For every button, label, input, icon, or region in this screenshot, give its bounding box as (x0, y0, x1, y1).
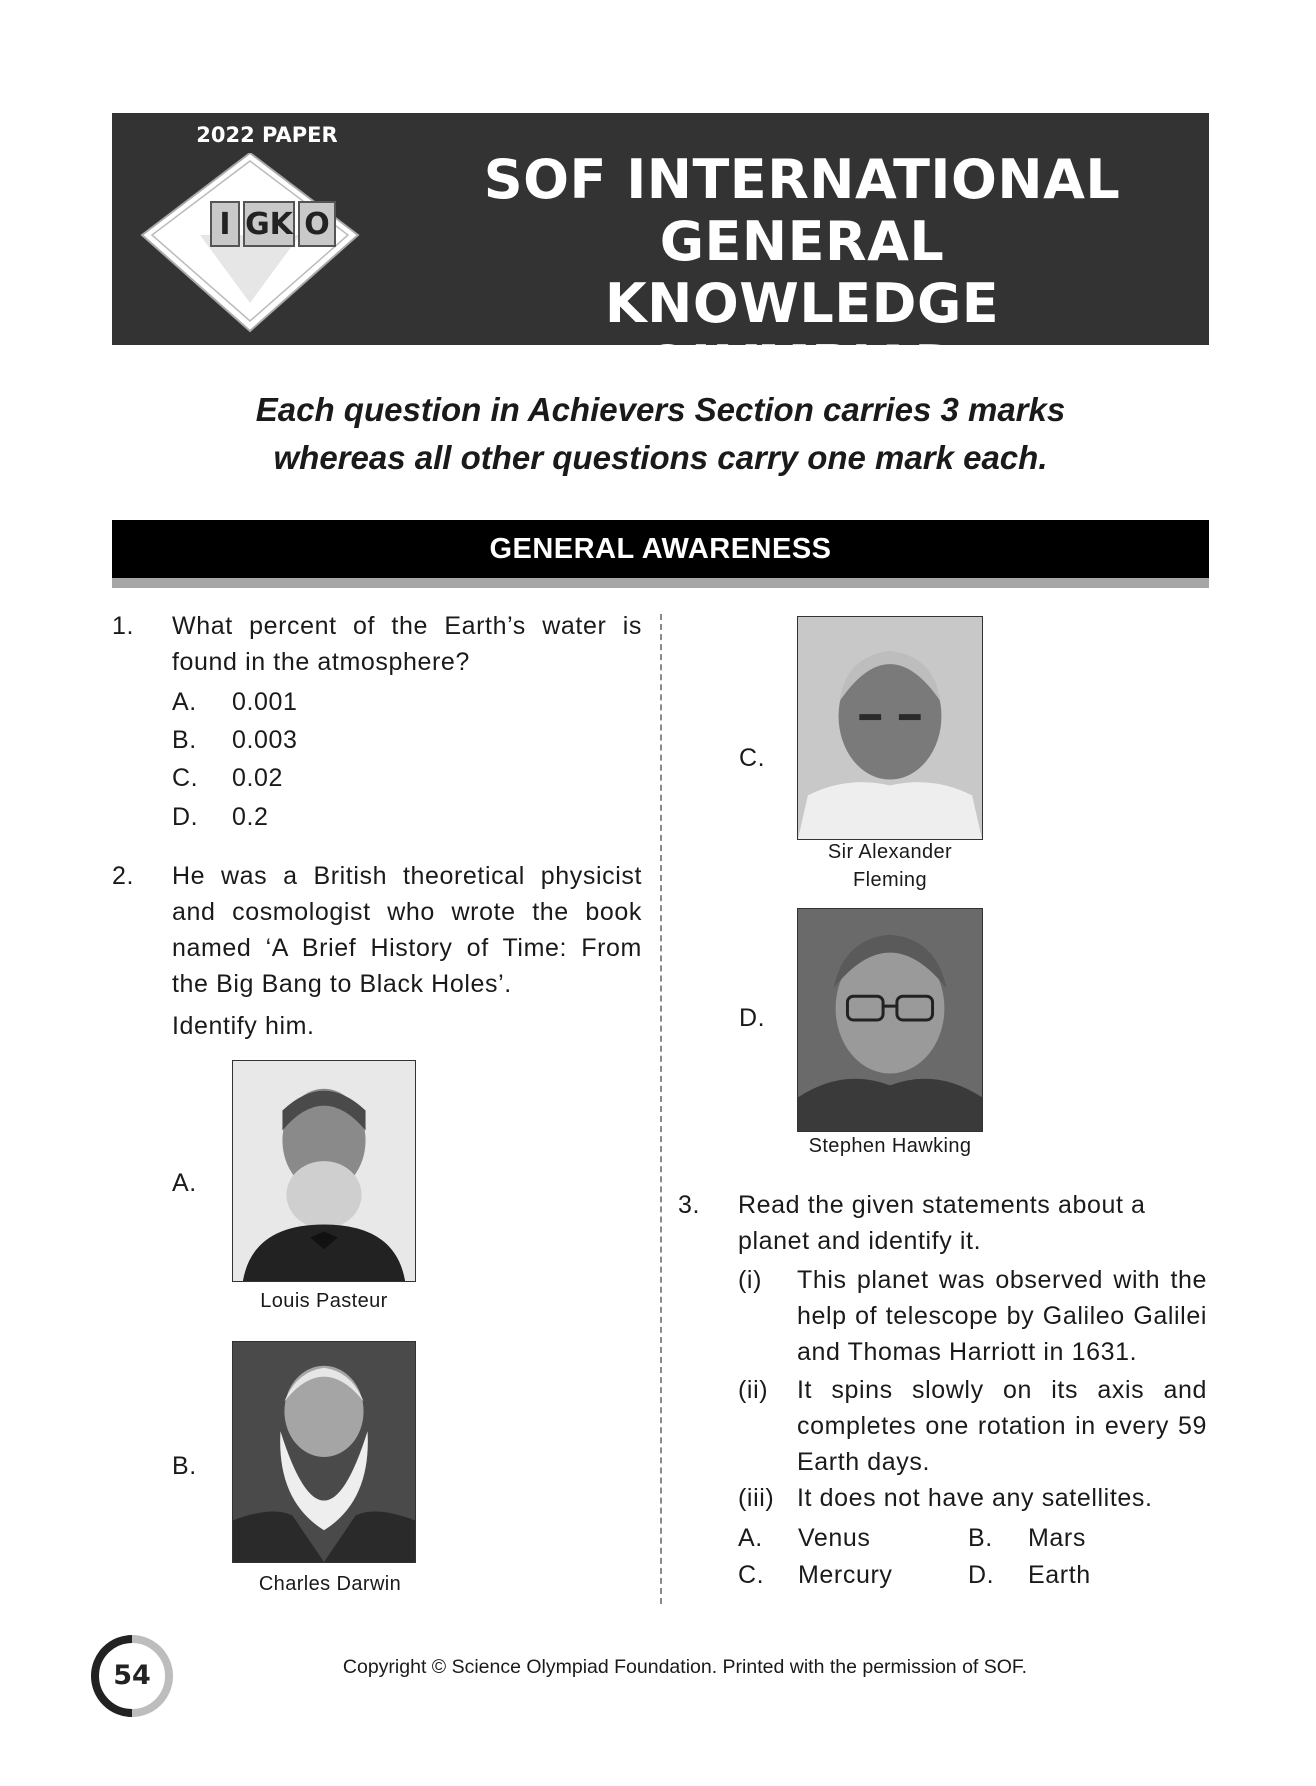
igko-logo (140, 153, 360, 333)
q3-statement-2-text: It spins slowly on its axis and completes one rotation in every 59 Earth days. (797, 1376, 1207, 1476)
marking-instruction (112, 386, 1209, 482)
q2-option-c-label: C. (739, 744, 766, 772)
option-label: A. (172, 688, 197, 716)
option-text: Earth (1028, 1561, 1091, 1589)
q2-number: 2. (112, 862, 135, 890)
instruction-line-2: whereas all other questions carry one mark each. (273, 439, 1048, 476)
logo-tiles (210, 201, 336, 247)
q2-option-d-caption: Stephen Hawking (808, 1135, 972, 1157)
q2-option-b-caption: Charles Darwin (258, 1573, 402, 1595)
q3-statement-1-text: This planet was observed with the help of telescope by Galileo Galilei and Thomas Harriott in 1631. (797, 1266, 1207, 1366)
logo-tile-o (298, 201, 336, 247)
q2-option-d-label: D. (739, 1004, 766, 1032)
page-number: 54 (113, 1660, 151, 1691)
paper-year-label: 2022 PAPER (196, 123, 338, 147)
q3-option-b[interactable] (968, 1520, 1168, 1556)
portrait-icon (798, 617, 982, 839)
option-text: Mars (1028, 1524, 1086, 1552)
logo-tile-gk: GK (243, 201, 295, 247)
option-label: C. (738, 1561, 765, 1589)
portrait-icon (233, 1061, 415, 1281)
banner-title (457, 149, 1147, 397)
column-divider (660, 614, 662, 1604)
q3-statement-3-text: It does not have any satellites. (797, 1484, 1153, 1512)
banner-title-line-1: SOF INTERNATIONAL (483, 148, 1121, 211)
q2-option-b-label: B. (172, 1452, 197, 1480)
copyright-notice: Copyright © Science Olympiad Foundation. Printed with the permission of SOF. (342, 1656, 1028, 1678)
q3-option-d[interactable] (968, 1557, 1168, 1593)
section-title: GENERAL AWARENESS (112, 520, 1209, 578)
option-label: C. (172, 764, 199, 792)
q3-number: 3. (678, 1191, 701, 1219)
option-text: 0.02 (232, 764, 284, 792)
q2-option-a-label: A. (172, 1169, 197, 1197)
q3-option-a[interactable] (738, 1520, 938, 1556)
option-label: D. (172, 803, 199, 831)
option-text: Mercury (798, 1561, 893, 1589)
q2-option-a-caption: Louis Pasteur (260, 1290, 388, 1312)
q3-statement-1-label: (i) (738, 1266, 763, 1294)
q2-option-c-caption-line-1: Sir Alexander (827, 841, 953, 863)
q2-text: He was a British theoretical physicist and cosmologist who wrote the book named ‘A Brief History of Time: From the Big Bang to Black Holes’. (172, 862, 642, 998)
logo-tile-o-text: O (304, 206, 330, 242)
portrait-icon (233, 1342, 415, 1562)
q3-option-c[interactable] (738, 1557, 938, 1593)
q2-prompt: Identify him. (172, 1012, 315, 1040)
option-label: B. (172, 726, 197, 754)
q3-text: Read the given statements about a planet and identify it. (738, 1191, 1146, 1255)
banner-title-line-3: OLYMPIAD (644, 334, 960, 397)
q2-option-a-photo[interactable] (232, 1060, 416, 1282)
option-label: A. (738, 1524, 763, 1552)
q2-option-c-photo[interactable] (797, 616, 983, 840)
portrait-icon (798, 909, 982, 1131)
q3-statement-3-label: (iii) (738, 1484, 775, 1512)
option-text: 0.001 (232, 688, 298, 716)
option-label: D. (968, 1561, 995, 1589)
q2-option-d-photo[interactable] (797, 908, 983, 1132)
q1-option-a[interactable] (172, 684, 372, 720)
q1-text: What percent of the Earth’s water is found in the atmosphere? (172, 612, 642, 676)
logo-tile-i: I (210, 201, 240, 247)
header-banner (112, 113, 1209, 397)
option-text: 0.003 (232, 726, 298, 754)
banner-title-line-2: GENERAL KNOWLEDGE (604, 210, 1000, 335)
q1-option-d[interactable] (172, 799, 372, 835)
q1-option-b[interactable] (172, 722, 372, 758)
q3-statement-2-label: (ii) (738, 1376, 769, 1404)
instruction-line-1: Each question in Achievers Section carries 3 marks (255, 391, 1066, 428)
q2-option-c-caption-line-2: Fleming (853, 869, 927, 891)
option-text: Venus (798, 1524, 871, 1552)
section-bar-underline (112, 578, 1209, 588)
q2-option-c-caption (780, 838, 1000, 894)
q1-number: 1. (112, 612, 135, 640)
q2-option-b-photo[interactable] (232, 1341, 416, 1563)
option-text: 0.2 (232, 803, 269, 831)
q1-option-c[interactable] (172, 760, 372, 796)
option-label: B. (968, 1524, 993, 1552)
